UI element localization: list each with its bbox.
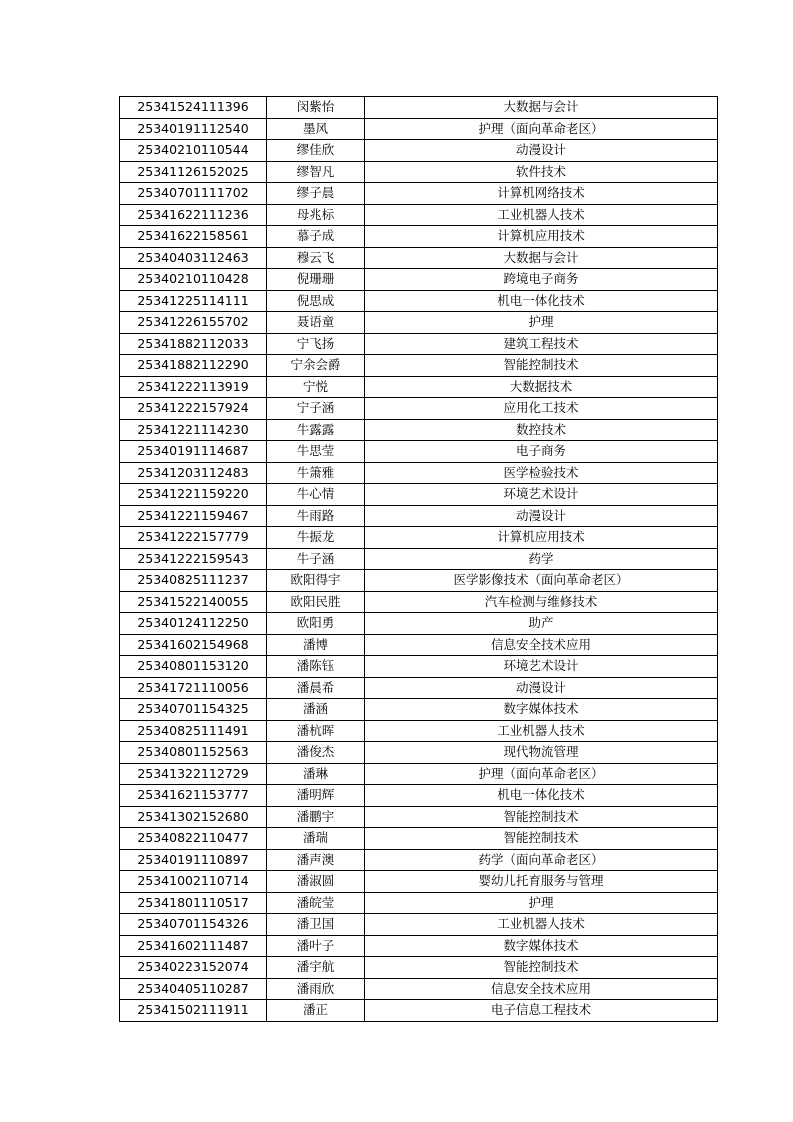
student-name-cell: 潘涵	[267, 699, 365, 721]
student-name-cell: 潘皖莹	[267, 892, 365, 914]
major-cell: 计算机网络技术	[365, 183, 718, 205]
table-row	[120, 204, 718, 226]
student-name-cell: 牛子涵	[267, 548, 365, 570]
student-id-cell: 25341002110714	[120, 871, 267, 893]
student-id-cell: 25341221159467	[120, 505, 267, 527]
table-row	[120, 570, 718, 592]
major-cell: 信息安全技术应用	[365, 634, 718, 656]
student-name-cell: 缪子晨	[267, 183, 365, 205]
major-cell: 计算机应用技术	[365, 527, 718, 549]
student-id-cell: 25341302152680	[120, 806, 267, 828]
major-cell: 护理	[365, 892, 718, 914]
student-id-cell: 25340701154326	[120, 914, 267, 936]
student-id-cell: 25340701111702	[120, 183, 267, 205]
student-name-cell: 倪珊珊	[267, 269, 365, 291]
student-id-cell: 25341621153777	[120, 785, 267, 807]
major-cell: 数控技术	[365, 419, 718, 441]
table-row	[120, 140, 718, 162]
student-id-cell: 25340191114687	[120, 441, 267, 463]
major-cell: 大数据与会计	[365, 247, 718, 269]
student-id-cell: 25340191110897	[120, 849, 267, 871]
table-row	[120, 892, 718, 914]
major-cell: 机电一体化技术	[365, 785, 718, 807]
student-name-cell: 欧阳得宇	[267, 570, 365, 592]
student-id-cell: 25341221114230	[120, 419, 267, 441]
student-id-cell: 25340403112463	[120, 247, 267, 269]
student-id-cell: 25341522140055	[120, 591, 267, 613]
student-name-cell: 潘雨欣	[267, 978, 365, 1000]
student-name-cell: 缪智凡	[267, 161, 365, 183]
major-cell: 药学（面向革命老区）	[365, 849, 718, 871]
student-name-cell: 潘晨希	[267, 677, 365, 699]
major-cell: 护理	[365, 312, 718, 334]
student-id-cell: 25340801152563	[120, 742, 267, 764]
table-row	[120, 613, 718, 635]
student-name-cell: 牛思莹	[267, 441, 365, 463]
table-row	[120, 828, 718, 850]
student-id-cell: 25340191112540	[120, 118, 267, 140]
student-name-cell: 闵紫怡	[267, 97, 365, 119]
major-cell: 电子商务	[365, 441, 718, 463]
student-id-cell: 25341602154968	[120, 634, 267, 656]
student-name-cell: 潘瑞	[267, 828, 365, 850]
student-name-cell: 潘俊杰	[267, 742, 365, 764]
student-name-cell: 潘鹏宇	[267, 806, 365, 828]
major-cell: 数字媒体技术	[365, 699, 718, 721]
student-name-cell: 牛雨路	[267, 505, 365, 527]
table-row	[120, 398, 718, 420]
student-id-cell: 25341602111487	[120, 935, 267, 957]
student-id-cell: 25341622111236	[120, 204, 267, 226]
table-row	[120, 1000, 718, 1022]
student-name-cell: 潘明辉	[267, 785, 365, 807]
student-id-cell: 25340124112250	[120, 613, 267, 635]
table-row	[120, 97, 718, 119]
table-row	[120, 914, 718, 936]
table-row	[120, 527, 718, 549]
major-cell: 信息安全技术应用	[365, 978, 718, 1000]
table-row	[120, 634, 718, 656]
major-cell: 工业机器人技术	[365, 204, 718, 226]
student-id-cell: 25341222113919	[120, 376, 267, 398]
major-cell: 机电一体化技术	[365, 290, 718, 312]
student-id-cell: 25341882112033	[120, 333, 267, 355]
student-name-cell: 潘陈钰	[267, 656, 365, 678]
student-name-cell: 牛心情	[267, 484, 365, 506]
major-cell: 现代物流管理	[365, 742, 718, 764]
student-id-cell: 25341203112483	[120, 462, 267, 484]
table-row	[120, 548, 718, 570]
table-row	[120, 505, 718, 527]
table-row	[120, 656, 718, 678]
table-row	[120, 269, 718, 291]
student-name-cell: 牛振龙	[267, 527, 365, 549]
student-id-cell: 25341502111911	[120, 1000, 267, 1022]
table-row	[120, 935, 718, 957]
student-name-cell: 欧阳民胜	[267, 591, 365, 613]
table-row	[120, 849, 718, 871]
major-cell: 环境艺术设计	[365, 656, 718, 678]
table-row	[120, 183, 718, 205]
student-table-body	[120, 97, 718, 1022]
student-name-cell: 潘卫国	[267, 914, 365, 936]
table-row	[120, 118, 718, 140]
student-id-cell: 25340210110428	[120, 269, 267, 291]
major-cell: 环境艺术设计	[365, 484, 718, 506]
major-cell: 药学	[365, 548, 718, 570]
major-cell: 医学检验技术	[365, 462, 718, 484]
student-name-cell: 缪佳欣	[267, 140, 365, 162]
student-id-cell: 25341222157779	[120, 527, 267, 549]
student-name-cell: 潘淑圆	[267, 871, 365, 893]
student-name-cell: 潘杭晖	[267, 720, 365, 742]
major-cell: 大数据与会计	[365, 97, 718, 119]
table-row	[120, 720, 718, 742]
table-row	[120, 441, 718, 463]
student-name-cell: 潘琳	[267, 763, 365, 785]
student-name-cell: 潘博	[267, 634, 365, 656]
major-cell: 工业机器人技术	[365, 914, 718, 936]
student-id-cell: 25341882112290	[120, 355, 267, 377]
table-row	[120, 376, 718, 398]
student-id-cell: 25341801110517	[120, 892, 267, 914]
table-row	[120, 806, 718, 828]
major-cell: 智能控制技术	[365, 828, 718, 850]
student-name-cell: 牛露露	[267, 419, 365, 441]
table-row	[120, 462, 718, 484]
student-name-cell: 穆云飞	[267, 247, 365, 269]
table-row	[120, 871, 718, 893]
student-id-cell: 25341524111396	[120, 97, 267, 119]
major-cell: 应用化工技术	[365, 398, 718, 420]
student-name-cell: 宁余会爵	[267, 355, 365, 377]
major-cell: 大数据技术	[365, 376, 718, 398]
major-cell: 软件技术	[365, 161, 718, 183]
major-cell: 助产	[365, 613, 718, 635]
student-id-cell: 25341222157924	[120, 398, 267, 420]
table-row	[120, 763, 718, 785]
table-row	[120, 419, 718, 441]
major-cell: 智能控制技术	[365, 355, 718, 377]
table-row	[120, 355, 718, 377]
table-row	[120, 290, 718, 312]
student-id-cell: 25341721110056	[120, 677, 267, 699]
table-row	[120, 957, 718, 979]
student-id-cell: 25341322112729	[120, 763, 267, 785]
table-row	[120, 247, 718, 269]
student-id-cell: 25341221159220	[120, 484, 267, 506]
student-id-cell: 25340405110287	[120, 978, 267, 1000]
student-name-cell: 潘宇航	[267, 957, 365, 979]
student-name-cell: 牛箫雅	[267, 462, 365, 484]
table-row	[120, 677, 718, 699]
major-cell: 婴幼儿托育服务与管理	[365, 871, 718, 893]
major-cell: 汽车检测与维修技术	[365, 591, 718, 613]
table-row	[120, 161, 718, 183]
table-row	[120, 785, 718, 807]
major-cell: 建筑工程技术	[365, 333, 718, 355]
student-id-cell: 25341225114111	[120, 290, 267, 312]
student-id-cell: 25340223152074	[120, 957, 267, 979]
major-cell: 动漫设计	[365, 140, 718, 162]
major-cell: 智能控制技术	[365, 806, 718, 828]
student-id-cell: 25340801153120	[120, 656, 267, 678]
student-id-cell: 25341226155702	[120, 312, 267, 334]
student-id-cell: 25341222159543	[120, 548, 267, 570]
student-id-cell: 25340825111237	[120, 570, 267, 592]
student-name-cell: 宁飞扬	[267, 333, 365, 355]
major-cell: 工业机器人技术	[365, 720, 718, 742]
student-id-cell: 25341622158561	[120, 226, 267, 248]
table-row	[120, 484, 718, 506]
student-id-cell: 25341126152025	[120, 161, 267, 183]
student-id-cell: 25340822110477	[120, 828, 267, 850]
student-id-cell: 25340825111491	[120, 720, 267, 742]
student-name-cell: 潘声澳	[267, 849, 365, 871]
student-name-cell: 欧阳勇	[267, 613, 365, 635]
student-table	[119, 96, 718, 1022]
student-name-cell: 宁子涵	[267, 398, 365, 420]
student-name-cell: 宁悦	[267, 376, 365, 398]
major-cell: 护理（面向革命老区）	[365, 118, 718, 140]
student-name-cell: 潘正	[267, 1000, 365, 1022]
student-name-cell: 倪思成	[267, 290, 365, 312]
student-name-cell: 潘叶子	[267, 935, 365, 957]
table-row	[120, 226, 718, 248]
table-row	[120, 742, 718, 764]
major-cell: 跨境电子商务	[365, 269, 718, 291]
student-name-cell: 慕子成	[267, 226, 365, 248]
table-row	[120, 591, 718, 613]
student-id-cell: 25340210110544	[120, 140, 267, 162]
major-cell: 计算机应用技术	[365, 226, 718, 248]
table-row	[120, 312, 718, 334]
student-name-cell: 聂语童	[267, 312, 365, 334]
major-cell: 数字媒体技术	[365, 935, 718, 957]
major-cell: 动漫设计	[365, 505, 718, 527]
major-cell: 智能控制技术	[365, 957, 718, 979]
student-id-cell: 25340701154325	[120, 699, 267, 721]
major-cell: 护理（面向革命老区）	[365, 763, 718, 785]
major-cell: 电子信息工程技术	[365, 1000, 718, 1022]
major-cell: 医学影像技术（面向革命老区）	[365, 570, 718, 592]
major-cell: 动漫设计	[365, 677, 718, 699]
student-name-cell: 墨风	[267, 118, 365, 140]
table-row	[120, 333, 718, 355]
student-name-cell: 母兆标	[267, 204, 365, 226]
table-row	[120, 699, 718, 721]
table-row	[120, 978, 718, 1000]
